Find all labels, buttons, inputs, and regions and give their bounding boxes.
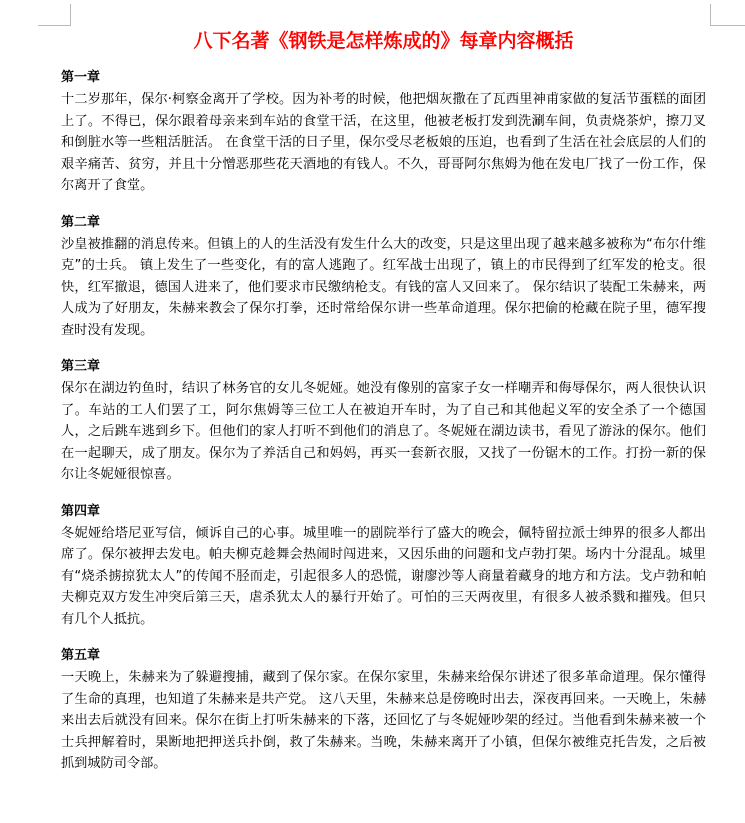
chapter-heading-4: 第四章 — [61, 503, 101, 519]
page-title: 八下名著《钢铁是怎样炼成的》每章内容概括 — [193, 30, 574, 52]
chapter-section-3 — [61, 357, 706, 486]
crop-mark-horizontal-line — [710, 25, 745, 26]
chapter-section-2 — [61, 213, 706, 342]
chapter-section-5 — [61, 646, 706, 775]
chapter-heading-2: 第二章 — [61, 214, 101, 230]
chapter-section-1 — [61, 68, 706, 197]
chapter-heading-5: 第五章 — [61, 648, 101, 663]
chapter-heading-3: 第三章 — [61, 359, 101, 374]
document-content — [61, 0, 706, 775]
chapter-body-1: 十二岁那年，保尔·柯察金离开了学校。因为补考的时候，他把烟灰撒在了瓦西里神甫家做的复活节蛋糕的面团上了。不得已，保尔跟着母亲来到车站的食堂干活，在这里，他被老板打发到洗涮车间，负责烧茶炉，擦刀叉和倒脏水等一些粗活脏活。 在食堂干活的日子里，保尔受尽老板娘的压迫，也看到了生活在社会底层的人们的艰辛痛苦、贫穷，并且十分憎恶那些花天酒地的有钱人。不久，哥哥阿尔焦姆为他在发电厂找了一份工作，保尔离开了食堂。 — [61, 92, 706, 193]
chapter-body-3: 保尔在湖边钓鱼时，结识了林务官的女儿冬妮娅。她没有像别的富家子女一样嘲弄和侮辱保尔，两人很快认识了。车站的工人们罢了工，阿尔焦姆等三位工人在被迫开车时，为了自己和其他起义军的安全杀了一个德国人，之后跳车逃到乡下。但他们的家人打听不到他们的消息了。冬妮娅在湖边读书，看见了游泳的保尔。他们在一起聊天，成了朋友。保尔为了养活自己和妈妈，再买一套新衣服，又找了一份锯木的工作。打扮一新的保尔让冬妮娅很惊喜。 — [61, 381, 706, 482]
chapter-body-4: 冬妮娅给塔尼亚写信，倾诉自己的心事。城里唯一的剧院举行了盛大的晚会，佩特留拉派士绅界的很多人都出席了。保尔被押去发电。帕夫柳克趁舞会热闹时闯进来，又因乐曲的问题和戈卢勃打架。场内十分混乱。城里有“烧杀掳掠犹太人”的传闻不胫而走，引起很多人的恐慌，谢廖沙等人商量着藏身的地方和方法。戈卢勃和帕夫柳克双方发生冲突后第三天，虐杀犹太人的暴行开始了。可怕的三天两夜里，有很多人被杀戮和摧残。但只有几个人抵抗。 — [61, 525, 706, 627]
crop-mark-vertical-line — [710, 4, 711, 26]
chapter-body-2: 沙皇被推翻的消息传来。但镇上的人的生活没有发生什么大的改变，只是这里出现了越来越多被称为“布尔什维克”的士兵。 镇上发生了一些变化，有的富人逃跑了。红军战士出现了，镇上的市民得到了红军发的枪支。很快，红军撤退，德国人进来了，他们要求市民缴纳枪支。有钱的富人又回来了。 保尔结识了装配工朱赫来，两人成为了好朋友，朱赫来教会了保尔打拳，还时常给保尔讲一些革命道理。保尔把偷的枪藏在院子里，德军搜查时没有发现。 — [61, 236, 706, 338]
chapter-body-5: 一天晚上，朱赫来为了躲避搜捕，藏到了保尔家。在保尔家里，朱赫来给保尔讲述了很多革命道理。保尔懂得了生命的真理，也知道了朱赫来是共产党。 这八天里，朱赫来总是傍晚时出去，深夜再回来。一天晚上，朱赫来出去后就没有回来。保尔在街上打听朱赫来的下落，还回忆了与冬妮娅吵架的经过。当他看到朱赫来被一个士兵押解着时，果断地把押送兵扑倒，救了朱赫来。当晚，朱赫来离开了小镇，但保尔被维克托告发，之后被抓到城防司令部。 — [61, 670, 706, 771]
chapter-section-4 — [61, 502, 706, 631]
chapter-heading-1: 第一章 — [61, 70, 101, 85]
